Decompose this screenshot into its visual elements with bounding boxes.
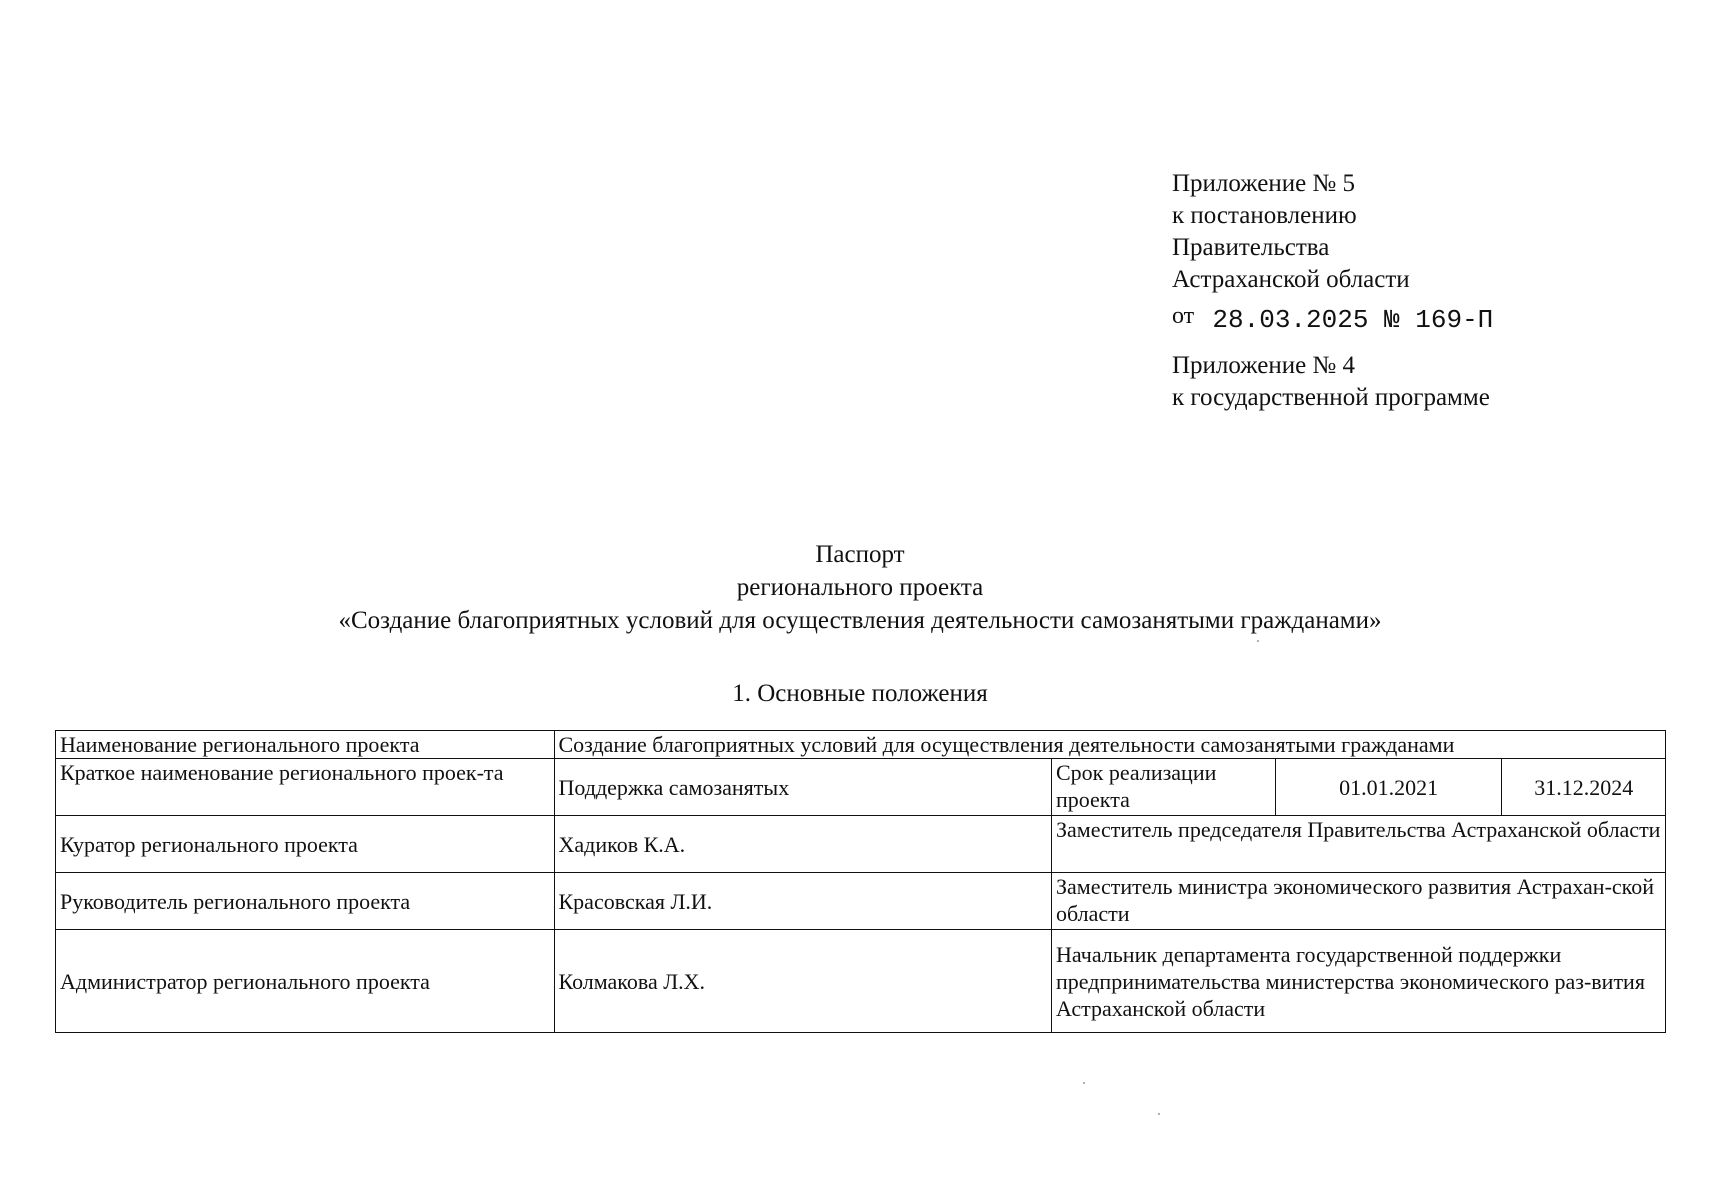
person-name: Красовская Л.И. (554, 873, 1051, 930)
date-prefix: от (1172, 303, 1195, 329)
passport-table (55, 730, 1666, 1033)
attachment-line-1: Приложение № 5 (1172, 170, 1356, 197)
heading-line-2: регионального проекта (736, 574, 984, 601)
table-row (56, 930, 1666, 1033)
table-row (56, 731, 1666, 759)
row-label: Наименование регионального проекта (56, 731, 555, 759)
attachment-line-7: к государственной программе (1172, 384, 1490, 411)
short-name-value: Поддержка самозанятых (554, 759, 1051, 816)
row-label: Руководитель регионального проекта (56, 873, 555, 930)
start-date: 01.01.2021 (1275, 759, 1502, 816)
heading-line-1: Паспорт (815, 541, 905, 568)
passport-heading (0, 538, 1720, 637)
resolution-date-line (1172, 300, 1592, 336)
person-name: Колмакова Л.Х. (554, 930, 1051, 1033)
attachment-line-3: Правительства (1172, 234, 1330, 261)
scan-speck (1083, 1082, 1085, 1084)
row-label: Администратор регионального проекта (56, 930, 555, 1033)
row-label: Краткое наименование регионального проек-та (56, 759, 555, 816)
table-row (56, 759, 1666, 816)
person-name: Хадиков К.А. (554, 816, 1051, 873)
project-name-value: Создание благоприятных условий для осуществления деятельности самозанятыми гражданами (554, 731, 1666, 759)
period-label: Срок реализации проекта (1051, 759, 1275, 816)
attachment-line-2: к постановлению (1172, 202, 1357, 229)
table-row (56, 816, 1666, 873)
person-position: Начальник департамента государственной поддержки предпринимательства министерства экономического раз-вития Астраханской области (1051, 930, 1665, 1033)
date-stamp: 28.03.2025 № 169-П (1212, 305, 1494, 335)
person-position: Заместитель председателя Правительства Астраханской области (1051, 816, 1665, 873)
person-position: Заместитель министра экономического развития Астрахан-ской области (1051, 873, 1665, 930)
scan-speck (1158, 1113, 1160, 1115)
attachment-block (1172, 168, 1592, 414)
scan-speck (1257, 640, 1259, 642)
attachment-line-6: Приложение № 4 (1172, 352, 1356, 379)
heading-line-3: «Создание благоприятных условий для осуществления деятельности самозанятыми гражданами» (338, 607, 1382, 634)
row-label: Куратор регионального проекта (56, 816, 555, 873)
attachment-line-4: Астраханской области (1172, 266, 1410, 293)
section-title: 1. Основные положения (732, 680, 988, 707)
end-date: 31.12.2024 (1502, 759, 1666, 816)
table-row (56, 873, 1666, 930)
